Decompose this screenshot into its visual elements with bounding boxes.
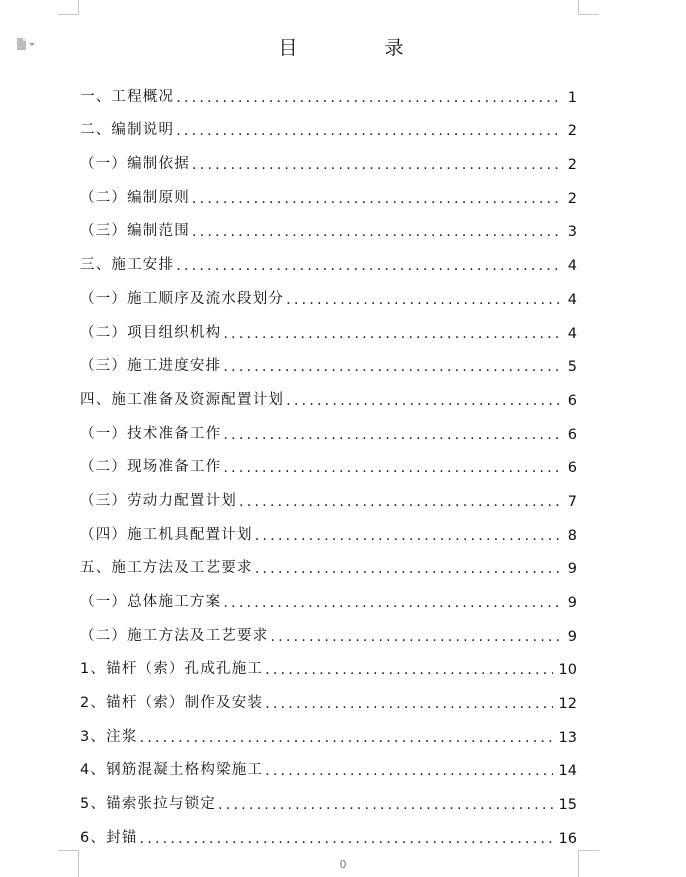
toc-dot-leader [192,191,561,207]
toc-entry[interactable] [80,611,577,645]
page-number: 0 [339,858,347,871]
toc-dot-leader [255,561,561,577]
toc-entry[interactable] [80,342,577,376]
toc-entry-label: 6、封锚 [80,829,138,846]
toc-entry-page-number: 4 [567,258,577,275]
toc-entry-page-number: 6 [567,426,577,443]
toc-entry-label: （一）施工顺序及流水段划分 [80,290,285,307]
toc-entry[interactable] [80,476,577,510]
toc-entry-label: 3、注浆 [80,728,138,745]
toc-entry-label: 5、锚索张拉与锁定 [80,796,217,813]
toc-entry[interactable] [80,409,577,443]
toc-dot-leader [192,157,561,173]
toc-dot-leader [223,359,561,375]
toc-entry-page-number: 9 [567,628,577,645]
toc-entry[interactable] [80,678,577,712]
toc-entry[interactable] [80,577,577,611]
toc-entry[interactable] [80,106,577,140]
toc-entry[interactable] [80,240,577,274]
toc-entry-page-number: 7 [567,493,577,510]
toc-entry-page-number: 4 [567,291,577,308]
toc-entry-page-number: 9 [567,561,577,578]
toc-dot-leader [286,292,561,308]
toc-entry-label: 三、施工安排 [80,257,175,274]
toc-dot-leader [265,662,552,678]
toc-entry[interactable] [80,813,577,847]
toc-dot-leader [286,393,561,409]
page-title: 目 录 [278,37,438,59]
toc-entry-label: 2、锚杆（索）制作及安装 [80,695,264,712]
toc-dot-leader [140,730,553,746]
toc-entry-page-number: 8 [567,527,577,544]
toc-dot-leader [239,494,561,510]
page-corner-top-left [58,0,79,15]
toc-entry-label: 一、工程概况 [80,88,175,105]
toc-dot-leader [140,831,553,847]
toc-entry-page-number: 1 [567,89,577,106]
toc-entry-label: （二）现场准备工作 [80,459,222,476]
toc-entry-label: （一）总体施工方案 [80,594,222,610]
toc-entry-label: （三）施工进度安排 [80,358,222,375]
toc-entry[interactable] [80,544,577,578]
toc-dot-leader [176,90,561,106]
toc-entry[interactable] [80,443,577,477]
toc-dot-leader [223,595,561,611]
toc-entry-page-number: 3 [567,224,577,241]
toc-dot-leader [270,629,561,645]
toc-entry-page-number: 10 [558,662,577,679]
toc-entry-page-number: 2 [567,123,577,140]
toc-entry-label: 1、锚杆（索）孔成孔施工 [80,661,264,678]
toc-dot-leader [265,763,552,779]
toc-entry[interactable] [80,375,577,409]
toc-entry-label: 4、钢筋混凝土格构梁施工 [80,762,264,779]
toc-entry-label: 四、施工准备及资源配置计划 [80,391,285,408]
toc-entry-page-number: 4 [567,325,577,342]
toc-entry-page-number: 12 [558,696,577,713]
toc-entry-page-number: 6 [567,392,577,409]
toc-dot-leader [255,528,561,544]
toc-entry-page-number: 5 [567,359,577,376]
toc-entry[interactable] [80,712,577,746]
page-corner-top-right [578,0,599,15]
toc-entry-label: （二）编制原则 [80,189,190,206]
toc-dot-leader [176,123,561,139]
toc-entry-page-number: 9 [567,595,577,611]
toc-dot-leader [265,696,552,712]
toc-entry-page-number: 13 [558,729,577,746]
toc-entry[interactable] [80,207,577,241]
toc-dot-leader [223,460,561,476]
toc-entry-label: （四）施工机具配置计划 [80,526,253,543]
toc-entry[interactable] [80,645,577,679]
toc-entry-label: 五、施工方法及工艺要求 [80,560,253,577]
toc-entry-page-number: 6 [567,460,577,477]
toc-entry[interactable] [80,274,577,308]
toc-entry[interactable] [80,308,577,342]
toc-dot-leader [176,258,561,274]
toc-dot-leader [223,427,561,443]
toc-entry-label: （二）施工方法及工艺要求 [80,627,269,644]
toc-entry[interactable] [80,510,577,544]
toc-entry[interactable] [80,779,577,813]
toc-dot-leader [223,326,561,342]
toc-entry-page-number: 14 [558,763,577,780]
toc-dot-leader [218,797,553,813]
toc-entry-label: 二、编制说明 [80,122,175,139]
toc-entry-label: （一）编制依据 [80,156,190,173]
table-of-contents [80,72,577,847]
toc-entry-page-number: 2 [567,190,577,207]
toc-entry[interactable] [80,746,577,780]
toc-entry-page-number: 2 [567,157,577,174]
toc-entry-label: （三）劳动力配置计划 [80,492,237,509]
toc-entry-page-number: 15 [558,797,577,814]
toc-entry-label: （二）项目组织机构 [80,324,222,341]
toc-entry-page-number: 16 [558,830,577,847]
toc-entry[interactable] [80,72,577,106]
toc-entry-label: （三）编制范围 [80,223,190,240]
toc-entry[interactable] [80,139,577,173]
toc-entry-label: （一）技术准备工作 [80,425,222,442]
toc-dot-leader [192,224,561,240]
toc-entry[interactable] [80,173,577,207]
